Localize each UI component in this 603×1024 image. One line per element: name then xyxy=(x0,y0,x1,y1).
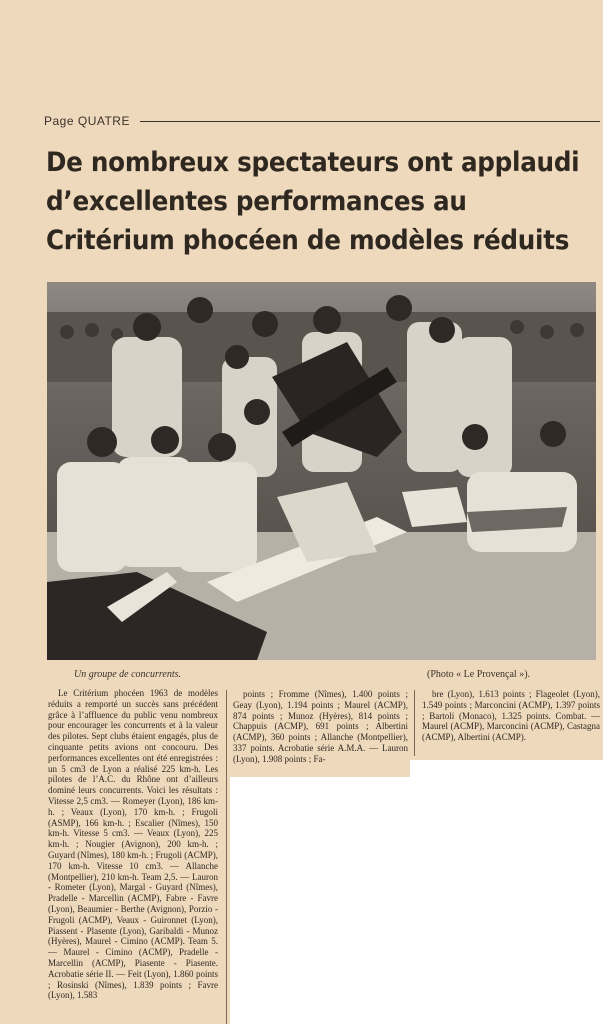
column-rule xyxy=(226,690,227,1024)
headline-line-3: Critérium phocéen de modèles réduits xyxy=(46,225,570,256)
headline-line-2: d’excellentes performances au xyxy=(46,186,467,217)
photo-caption: Un groupe de concurrents. xyxy=(74,669,182,680)
page-label: Page QUATRE xyxy=(44,114,130,128)
article-column-1 xyxy=(48,688,218,1022)
article-text-col2: points ; Fromme (Nîmes), 1.400 points ; Geay (Lyon), 1.194 points ; Maurel (ACMP), 874 points ; Munoz (Hyères), 814 points ; Chappuis (ACMP), 691 points ; Albertini (ACMP), 360 points ; Allanche (Montpellier), 337 points. Acrobatie série A.M.A. — Lauron (Lyon), 1.908 points ; Fa- xyxy=(233,689,408,764)
photo-illustration xyxy=(47,282,596,660)
header-rule xyxy=(140,121,600,122)
article-text-col3: bre (Lyon), 1.613 points ; Flageolet (Lyon), 1.549 points ; Marconcini (ACMP), 1.397 points ; Bartoli (Monaco), 1.325 points. Combat. — Maurel (ACMP), Marconcini (ACMP), Castagna (ACMP), Albertini (ACMP). xyxy=(422,689,600,743)
headline xyxy=(46,143,580,260)
column-rule-2 xyxy=(414,690,415,756)
article-column-2 xyxy=(233,689,408,769)
group-photo xyxy=(47,282,596,660)
photo-credit: (Photo « Le Provençal »). xyxy=(427,669,531,680)
article-text-col1: Le Critérium phocéen 1963 de modèles réduits a remporté un succès sans précédent grâce à l’affluence du public venu nombreux pour encourager les concurrents et à la valeur des pilotes. Sept clubs étaient engagés, plus de cinquante petits avions ont concouru. Des performances excellentes ont été enregistrées : un 5 cm3 de Lyon a réalisé 225 km-h. Les pilotes de l’A.C. du Rhône ont d’ailleurs dominé leurs concurrents. Voici les résultats : Vitesse 2,5 cm3. — Romeyer (Lyon), 186 km-h. ; Veaux (Lyon), 170 km-h. ; Frugoli (ASMP), 166 km-h. ; Escalier (Nîmes), 150 km-h. Vitesse 5 cm3. — Veaux (Lyon), 225 km-h. ; Nougier (Avignon), 200 km-h. ; Guyard (Nîmes), 180 km-h. ; Frugoli (ACMP), 170 km-h. Vitesse 10 cm3. — Allanche (Montpellier), 210 km-h. Team 2,5. — Lauron - Rometer (Lyon), Margal - Guyard (Nîmes), Pradelle - Marcellin (ACMP), Fabre - Favre (Lyon), Beaumier - Berthe (Avignon), Porzio - Frugoli (ACMP), Veaux - Guironnet (Lyon), Piassent - Plasente (Lyon), Garibaldi - Munoz (Hyères), Maurel - Cimino (ACMP). Team 5. — Maurel - Cimino (ACMP), Pradelle - Marcellin (ACMP), Piasente - Piasente. Acrobatie série II. — Feit (Lyon), 1.860 points ; Rosinski (Nîmes), 1.839 points ; Favre (Lyon), 1.583 xyxy=(48,688,218,1001)
article-column-3 xyxy=(422,689,600,755)
headline-line-1: De nombreux spectateurs ont applaudi xyxy=(46,147,580,178)
